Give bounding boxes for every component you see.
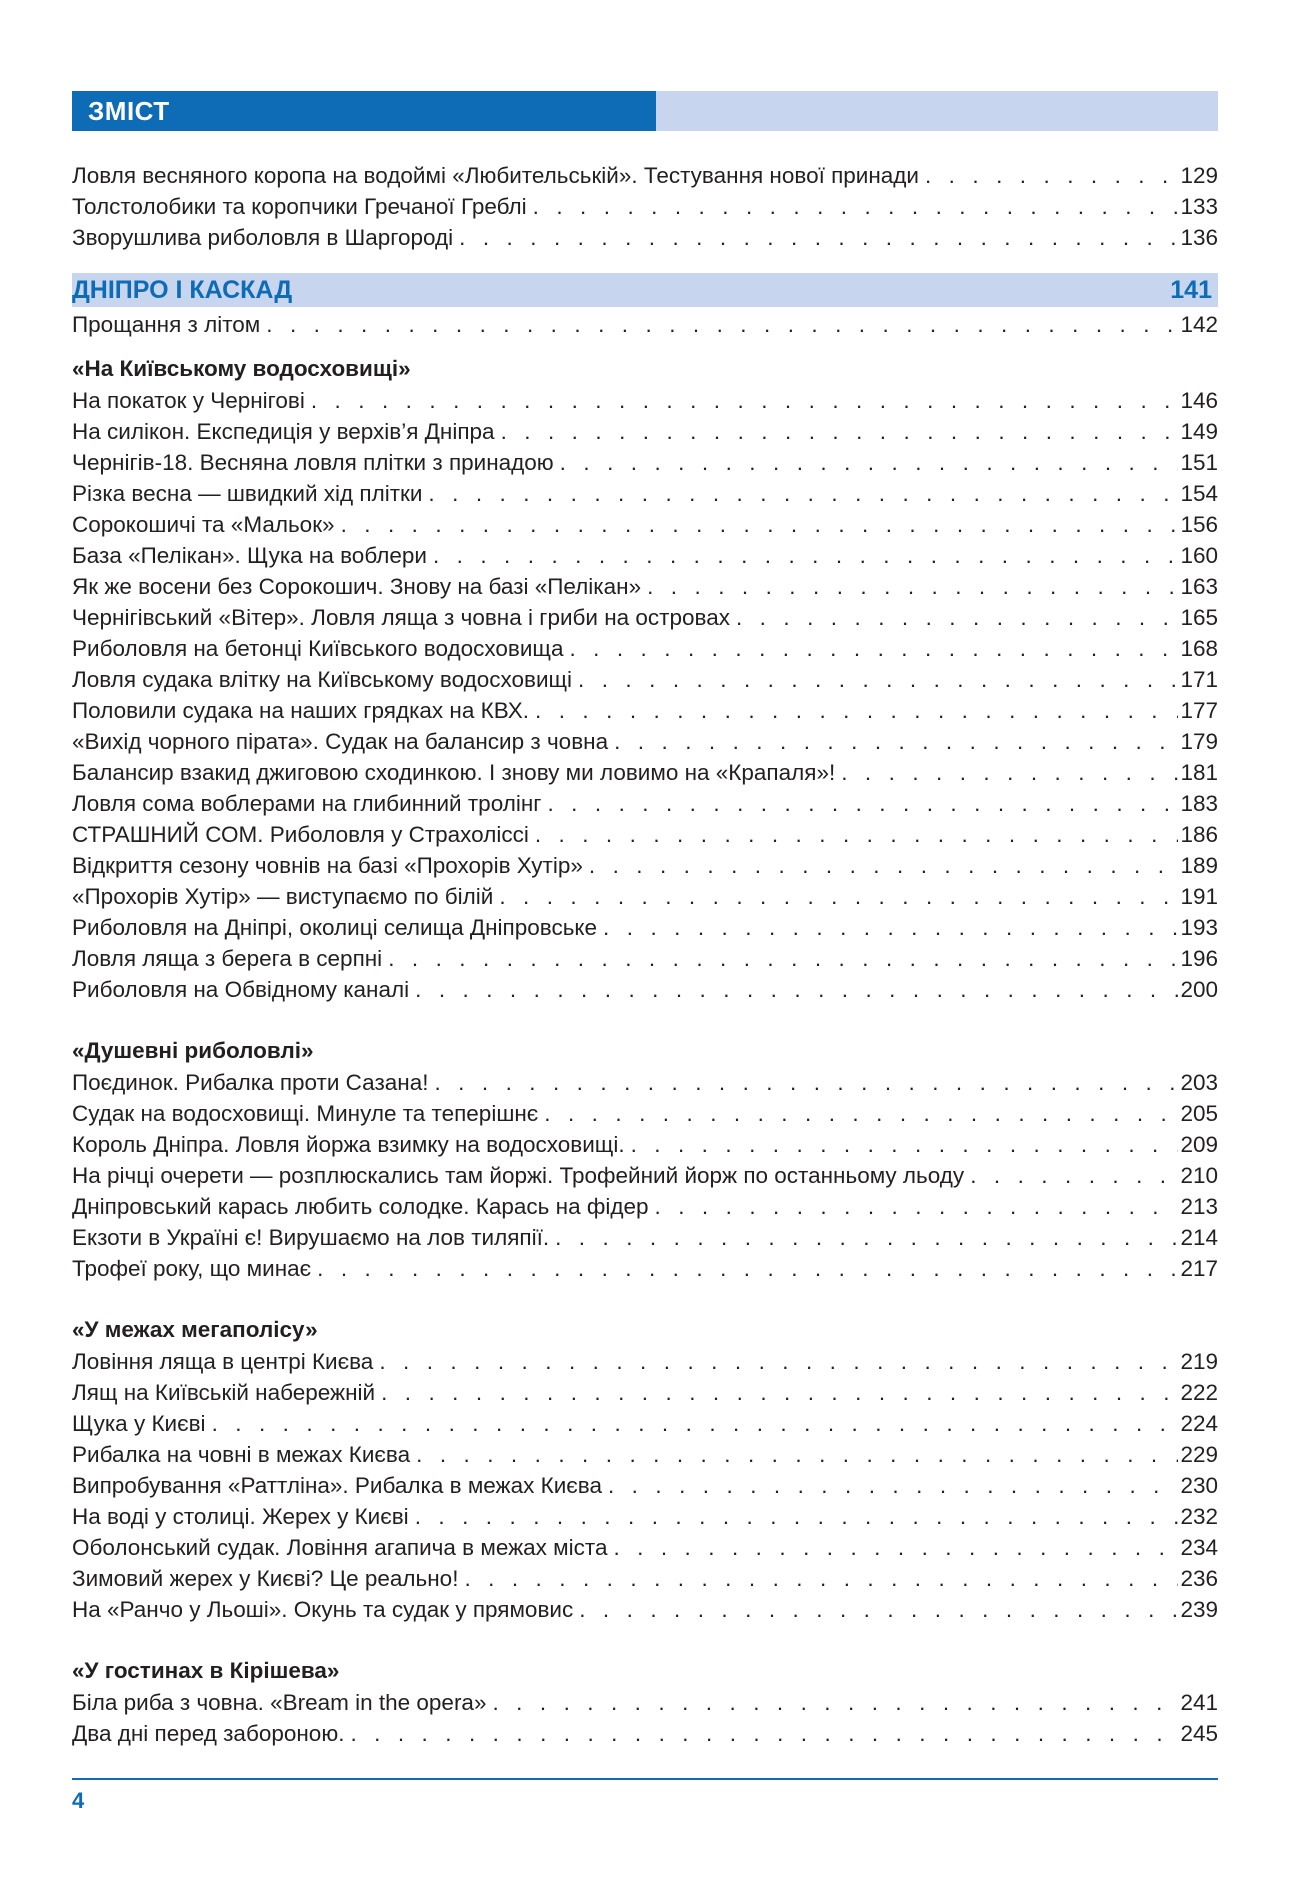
toc-entry-page: 146	[1180, 388, 1218, 413]
toc-entry-title: Трофеї року, що минає	[72, 1256, 312, 1281]
toc-entry-title: СТРАШНИЙ СОМ. Риболовля у Страхолісcі	[72, 822, 529, 847]
dot-leader	[841, 758, 1178, 788]
dot-leader	[555, 1223, 1178, 1253]
toc-entry	[72, 943, 1218, 974]
toc-entry	[72, 478, 1218, 509]
toc-entry-page: 129	[1180, 163, 1218, 188]
section-title: ДНІПРО І КАСКАД	[72, 275, 293, 304]
toc-entry-title: Зимовий жерех у Києві? Це реально!	[72, 1566, 459, 1591]
toc-entry-page: 205	[1180, 1101, 1218, 1126]
toc-entry-title: «Вихід чорного пірата». Судак на балансир з човна	[72, 729, 609, 754]
toc-entry	[72, 819, 1218, 850]
toc-entry-page: 222	[1180, 1380, 1218, 1405]
dot-leader	[544, 1099, 1178, 1129]
toc-entry	[72, 1346, 1218, 1377]
dot-leader	[603, 913, 1178, 943]
toc-entry-page: 209	[1180, 1132, 1218, 1157]
dot-leader	[631, 1130, 1179, 1160]
toc-entry-page: 177	[1180, 698, 1218, 723]
toc-entry-page: 224	[1180, 1411, 1218, 1436]
dot-leader	[578, 665, 1178, 695]
toc-entry-title: Дніпровський карась любить солодке. Карась на фідер	[72, 1194, 649, 1219]
toc-entry-title: Два дні перед забороною.	[72, 1721, 345, 1746]
toc-entry-title: Екзоти в Україні є! Вирушаємо на лов тиляпії.	[72, 1225, 550, 1250]
toc-entry-title: Щука у Києві	[72, 1411, 206, 1436]
dot-leader	[464, 1564, 1178, 1594]
group-heading: «У гостинах в Кірішева»	[72, 1658, 340, 1683]
toc-entry-page: 160	[1180, 543, 1218, 568]
toc-entry-title: Ловля весняного коропа на водоймі «Любительській». Тестування нової принади	[72, 163, 919, 188]
dot-leader	[925, 161, 1178, 191]
toc-entry	[72, 1470, 1218, 1501]
toc-entry	[72, 540, 1218, 571]
dot-leader	[589, 851, 1179, 881]
toc-entry-page: 171	[1180, 667, 1218, 692]
toc-entry-page: 196	[1180, 946, 1218, 971]
header-bar	[72, 91, 1218, 131]
toc-entry-title: Випробування «Раттліна». Рибалка в межах Києва	[72, 1473, 602, 1498]
toc-entry-title: Ловля ляща з берега в серпні	[72, 946, 383, 971]
dot-leader	[433, 541, 1179, 571]
toc-entry-title: Прощання з літом	[72, 312, 261, 337]
dot-leader	[613, 1533, 1178, 1563]
toc-entry-page: 186	[1180, 822, 1218, 847]
toc-entry	[72, 191, 1218, 222]
toc-entry	[72, 1098, 1218, 1129]
group-heading: «У межах мегаполісу»	[72, 1317, 318, 1342]
dot-leader	[614, 727, 1178, 757]
toc-entry	[72, 912, 1218, 943]
toc-entry-page: 189	[1180, 853, 1218, 878]
toc-entry-page: 217	[1180, 1256, 1218, 1281]
toc-entry-title: На «Ранчо у Льоші». Окунь та судак у прямовис	[72, 1597, 574, 1622]
dot-leader	[501, 417, 1179, 447]
toc-entry-title: Ловіння ляща в центрі Києва	[72, 1349, 374, 1374]
dot-leader	[341, 510, 1179, 540]
dot-leader	[499, 882, 1178, 912]
dot-leader	[311, 386, 1179, 416]
toc-entry	[72, 309, 1218, 340]
dot-leader	[655, 1192, 1179, 1222]
toc-entry-title: Риболовля на бетонці Київського водосховища	[72, 636, 564, 661]
toc-entry-title: Ловля судака влітку на Київському водосховищі	[72, 667, 573, 692]
toc-entry-page: 241	[1180, 1690, 1218, 1715]
toc-entry-page: 210	[1180, 1163, 1218, 1188]
toc-entry-title: Половили судака на наших грядках на КВХ.	[72, 698, 530, 723]
toc-entry-page: 133	[1180, 194, 1218, 219]
dot-leader	[647, 572, 1178, 602]
toc-entry	[72, 509, 1218, 540]
toc-entry-page: 219	[1180, 1349, 1218, 1374]
dot-leader	[970, 1161, 1178, 1191]
toc-entry-title: Риболовля на Обвідному каналі	[72, 977, 410, 1002]
toc-entry-page: 163	[1180, 574, 1218, 599]
toc-entry-title: На покаток у Чернігові	[72, 388, 305, 413]
toc-entry	[72, 385, 1218, 416]
toc-entry	[72, 1687, 1218, 1718]
toc-entry	[72, 726, 1218, 757]
toc-entry-page: 239	[1180, 1597, 1218, 1622]
toc-entry	[72, 1408, 1218, 1439]
toc-entry-page: 168	[1180, 636, 1218, 661]
toc-entry	[72, 1532, 1218, 1563]
toc-entry-title: «Прохорів Хутір» — виступаємо по білій	[72, 884, 494, 909]
toc-entry-title: База «Пелікан». Щука на воблери	[72, 543, 427, 568]
toc-entry-page: 191	[1180, 884, 1218, 909]
toc-entry-page: 183	[1180, 791, 1218, 816]
dot-leader	[492, 1688, 1178, 1718]
toc-entry-page: 214	[1180, 1225, 1218, 1250]
toc-entry-page: 245	[1180, 1721, 1218, 1746]
toc-entry-title: Відкриття сезону човнів на базі «Прохорів Хутір»	[72, 853, 583, 878]
toc-entry-title: Чернігів-18. Весняна ловля плітки з принадою	[72, 450, 554, 475]
toc-entry	[72, 664, 1218, 695]
toc-entry-title: Оболонський судак. Ловіння агапича в межах міста	[72, 1535, 608, 1560]
toc-entry	[72, 1067, 1218, 1098]
toc-entry-title: На річці очерети — розплюскались там йоржі. Трофейний йорж по останньому льоду	[72, 1163, 965, 1188]
toc-entry	[72, 974, 1218, 1005]
dot-leader	[388, 944, 1178, 974]
toc-entry-page: 136	[1180, 225, 1218, 250]
dot-leader	[535, 696, 1178, 726]
toc-entry-page: 181	[1180, 760, 1218, 785]
toc-entry	[72, 1253, 1218, 1284]
dot-leader	[608, 1471, 1178, 1501]
dot-leader	[266, 310, 1178, 340]
toc-entry-page: 232	[1180, 1504, 1218, 1529]
toc-entry	[72, 571, 1218, 602]
toc-entry-page: 156	[1180, 512, 1218, 537]
toc-entry-page: 213	[1180, 1194, 1218, 1219]
toc-entry-title: Як же восени без Сорокошич. Знову на базі «Пелікан»	[72, 574, 642, 599]
toc-entry-title: Різка весна — швидкий хід плітки	[72, 481, 423, 506]
dot-leader	[416, 1440, 1178, 1470]
dot-leader	[547, 789, 1178, 819]
toc-entry-title: Біла риба з човна. «Bream in the opera»	[72, 1690, 487, 1715]
toc-entry-title: Чернігівський «Вітер». Ловля ляща з човна і гриби на островах	[72, 605, 730, 630]
toc-entry-title: Лящ на Київській набережній	[72, 1380, 376, 1405]
toc-entry-page: 149	[1180, 419, 1218, 444]
toc-entry	[72, 695, 1218, 726]
toc-entry	[72, 1501, 1218, 1532]
dot-leader	[428, 479, 1178, 509]
toc-entry-page: 230	[1180, 1473, 1218, 1498]
toc-entry-page: 151	[1180, 450, 1218, 475]
dot-leader	[212, 1409, 1179, 1439]
toc-entry-title: На воді у столиці. Жерех у Києві	[72, 1504, 409, 1529]
dot-leader	[535, 820, 1179, 850]
toc-entry	[72, 602, 1218, 633]
toc-entry	[72, 1718, 1218, 1749]
toc-entry	[72, 1222, 1218, 1253]
dot-leader	[317, 1254, 1178, 1284]
group-heading: «На Київському водосховищі»	[72, 356, 411, 381]
toc-entry-page: 200	[1180, 977, 1218, 1002]
toc-entry-title: На силікон. Експедиція у верхів’я Дніпра	[72, 419, 495, 444]
toc-entry	[72, 222, 1218, 253]
header-title-block	[72, 91, 656, 131]
toc-entry	[72, 757, 1218, 788]
toc-entry-title: Судак на водосховищі. Минуле та теперішнє	[72, 1101, 539, 1126]
toc-entry-title: Поєдинок. Рибалка проти Сазана!	[72, 1070, 429, 1095]
toc-entry-title: Балансир взакид джиговою сходинкою. І знову ми ловимо на «Крапаля»!	[72, 760, 836, 785]
page-number: 4	[72, 1788, 85, 1813]
dot-leader	[379, 1347, 1178, 1377]
toc-entry-title: Сорокошичі та «Мальок»	[72, 512, 335, 537]
toc-entry-page: 229	[1180, 1442, 1218, 1467]
toc-entry-page: 203	[1180, 1070, 1218, 1095]
toc-entry	[72, 416, 1218, 447]
dot-leader	[736, 603, 1178, 633]
dot-leader	[381, 1378, 1178, 1408]
toc-entry-title: Ловля сома воблерами на глибинний тролінг	[72, 791, 542, 816]
dot-leader	[533, 192, 1179, 222]
toc-entry-page: 236	[1180, 1566, 1218, 1591]
toc-entry	[72, 160, 1218, 191]
toc-entry	[72, 633, 1218, 664]
toc-entry	[72, 1439, 1218, 1470]
dot-leader	[579, 1595, 1178, 1625]
dot-leader	[459, 223, 1178, 253]
toc-entry	[72, 881, 1218, 912]
toc-entry-title: Риболовля на Дніпрі, околиці селища Дніпровське	[72, 915, 598, 940]
page-title: ЗМІСТ	[88, 95, 170, 126]
dot-leader	[434, 1068, 1178, 1098]
dot-leader	[560, 448, 1179, 478]
toc-entry	[72, 1160, 1218, 1191]
section-page: 141	[1170, 275, 1212, 304]
toc-entry	[72, 447, 1218, 478]
toc-entry-page: 234	[1180, 1535, 1218, 1560]
toc-entry-page: 165	[1180, 605, 1218, 630]
toc-entry	[72, 1129, 1218, 1160]
toc-entry	[72, 1563, 1218, 1594]
footer-divider	[72, 1778, 1218, 1780]
toc-entry-title: Толстолобики та коропчики Гречаної Греблі	[72, 194, 527, 219]
dot-leader	[569, 634, 1178, 664]
group-heading: «Душевні риболовлі»	[72, 1038, 314, 1063]
dot-leader	[415, 975, 1178, 1005]
toc-entry	[72, 850, 1218, 881]
toc-entry	[72, 788, 1218, 819]
toc-entry-title: Рибалка на човні в межах Києва	[72, 1442, 411, 1467]
toc-entry-page: 154	[1180, 481, 1218, 506]
toc-entry-title: Король Дніпра. Ловля йоржа взимку на водосховищі.	[72, 1132, 625, 1157]
toc-entry-page: 142	[1180, 312, 1218, 337]
toc-entry	[72, 1377, 1218, 1408]
toc-entry	[72, 1594, 1218, 1625]
section-heading	[72, 273, 1218, 307]
toc-entry-title: Зворушлива риболовля в Шаргороді	[72, 225, 454, 250]
dot-leader	[415, 1502, 1179, 1532]
toc-entry	[72, 1191, 1218, 1222]
dot-leader	[350, 1719, 1178, 1749]
toc-entry-page: 193	[1180, 915, 1218, 940]
toc-entry-page: 179	[1180, 729, 1218, 754]
